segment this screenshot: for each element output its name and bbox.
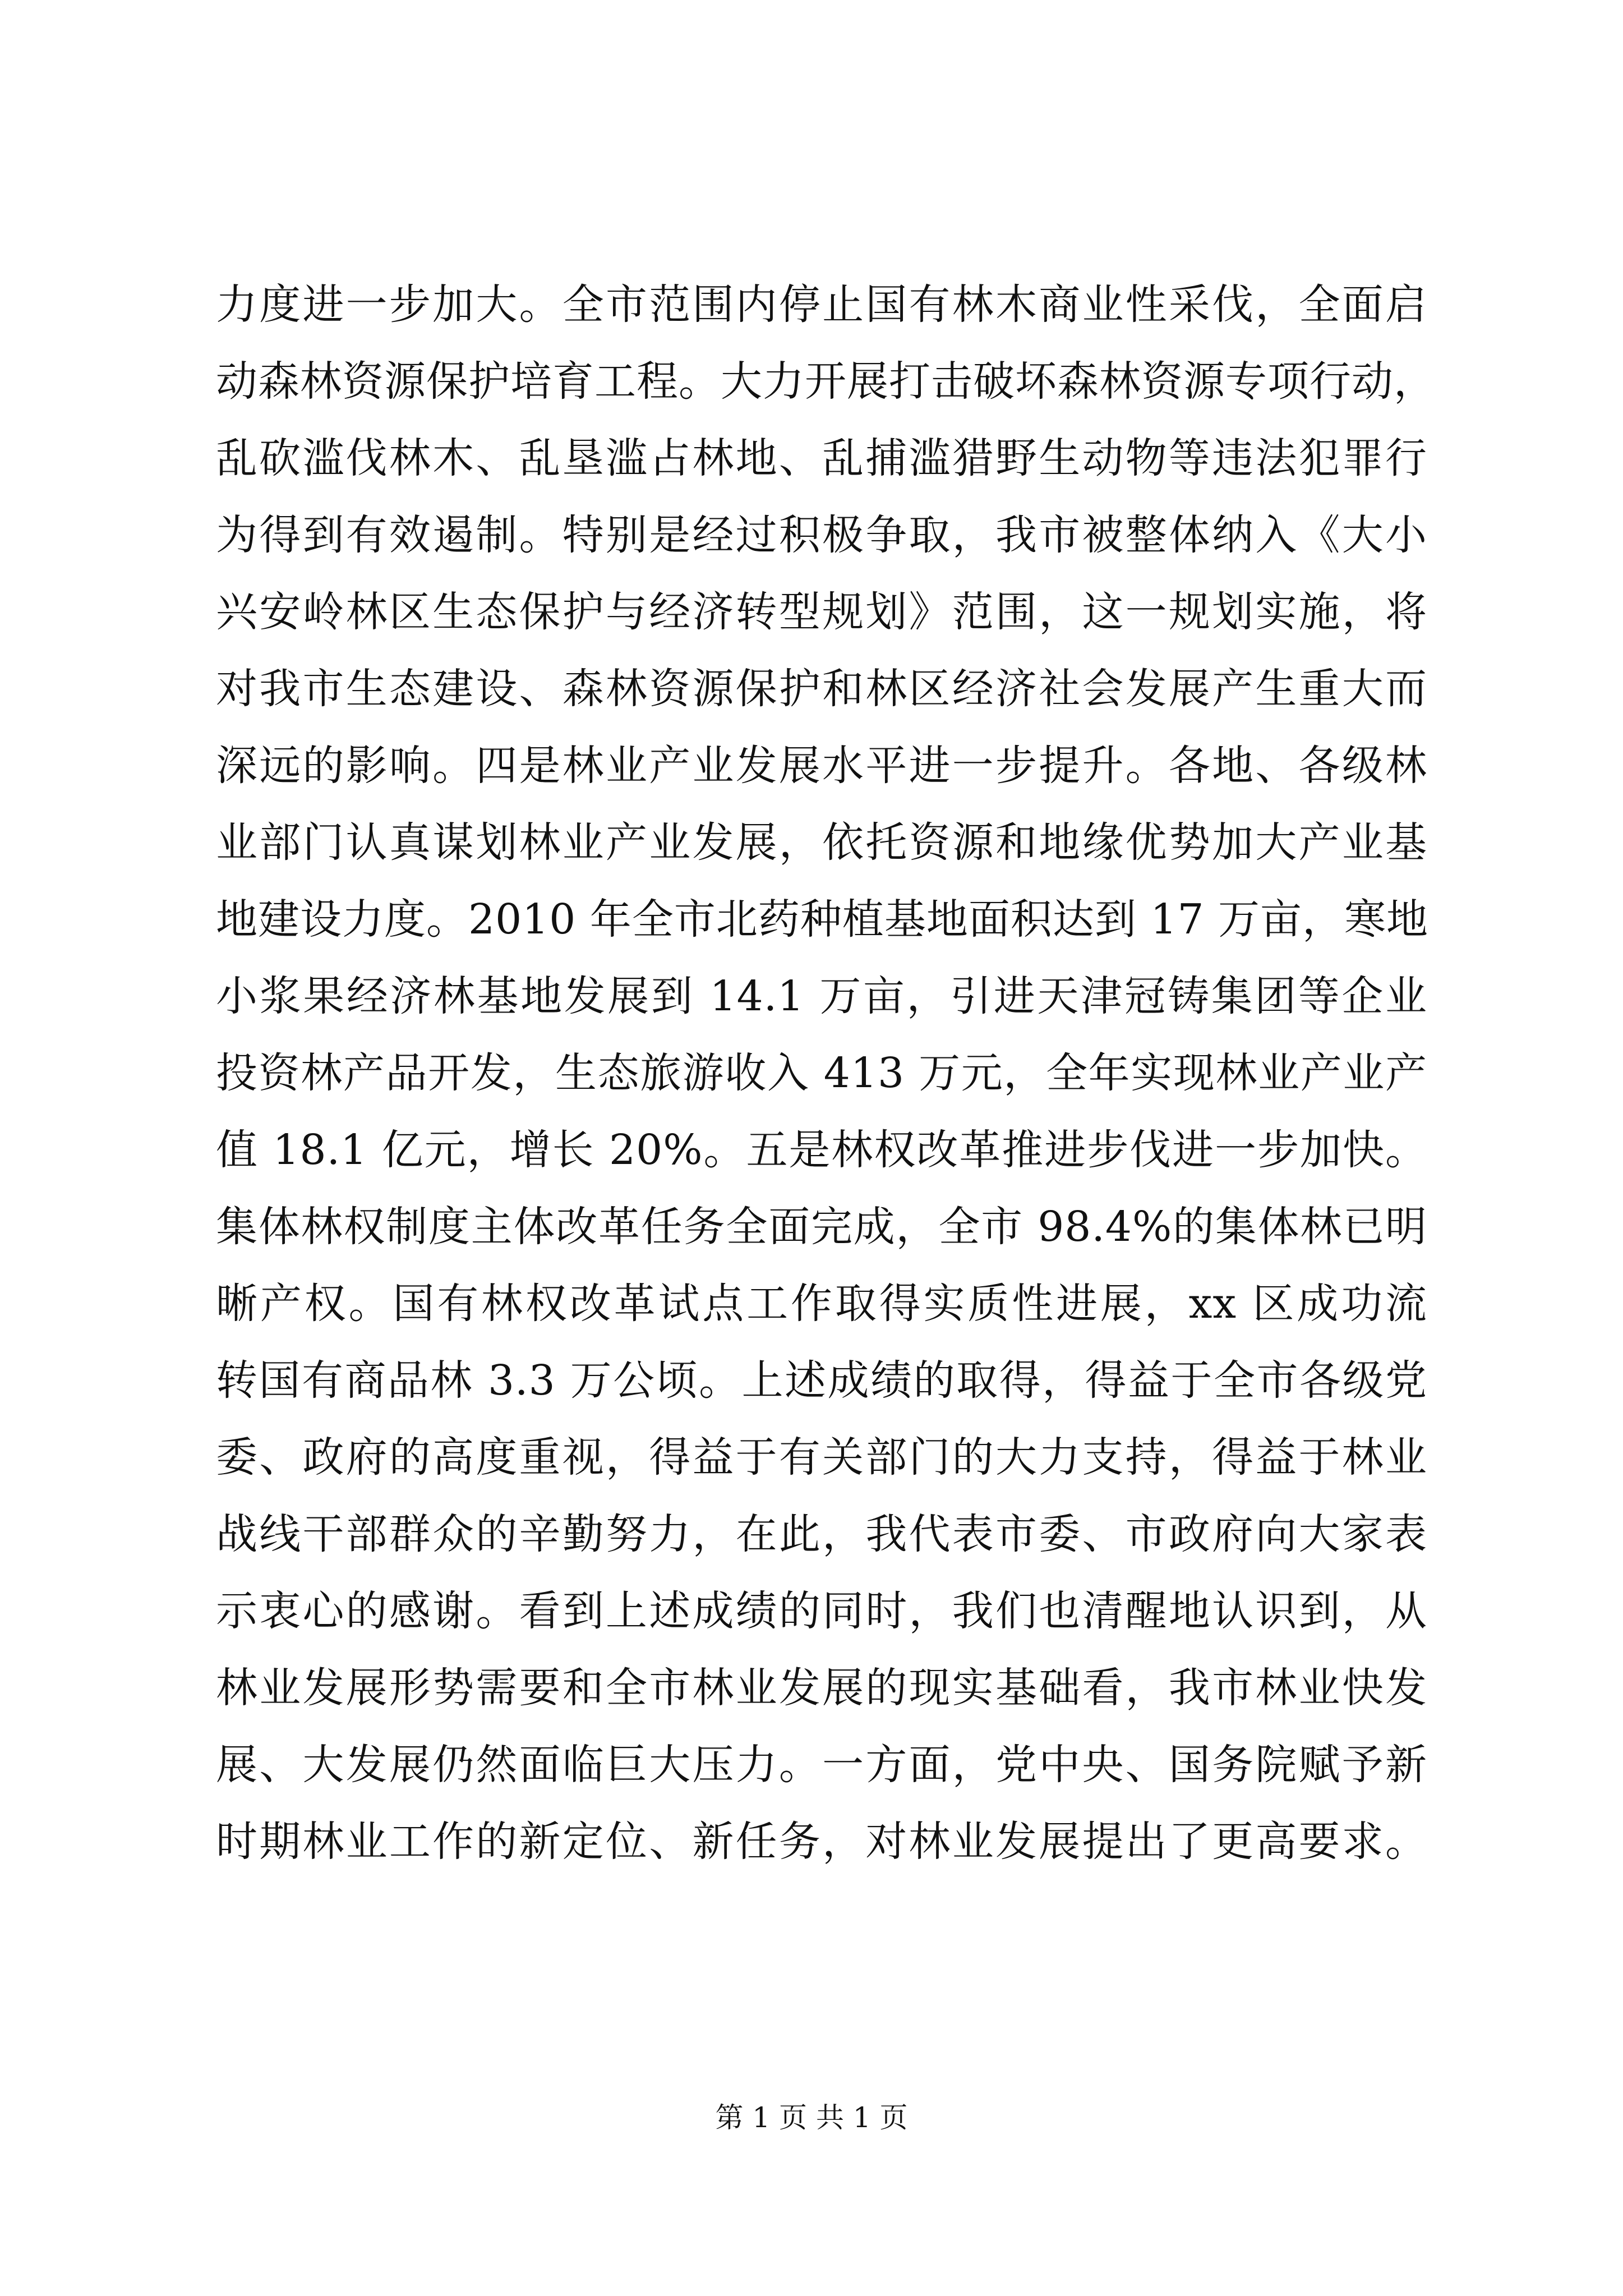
text-line-17: 战线干部群众的辛勤努力，在此，我代表市委、市政府向大家表 (216, 1510, 1427, 1558)
text-line-2: 动森林资源保护培育工程。大力开展打击破坏森林资源专项行动， (216, 357, 1436, 406)
text-line-4: 为得到有效遏制。特别是经过积极争取，我市被整体纳入《大小 (216, 511, 1427, 559)
text-line-9: 地建设力度。2010 年全市北药种植基地面积达到 17 万亩，寒地 (216, 895, 1429, 944)
text-line-19: 林业发展形势需要和全市林业发展的现实基础看，我市林业快发 (216, 1664, 1427, 1712)
page-footer (0, 2098, 1623, 2137)
text-line-1: 力度进一步加大。全市范围内停止国有林木商业性采伐，全面启 (216, 280, 1427, 329)
text-line-16: 委、政府的高度重视，得益于有关部门的大力支持，得益于林业 (216, 1433, 1427, 1481)
text-line-18: 示衷心的感谢。看到上述成绩的同时，我们也清醒地认识到，从 (216, 1587, 1427, 1635)
body-text (216, 266, 1436, 1880)
text-line-10: 小浆果经济林基地发展到 14.1 万亩，引进天津冠铸集团等企业 (216, 972, 1427, 1020)
text-line-14: 晰产权。国有林权改革试点工作取得实质性进展，xx 区成功流 (216, 1280, 1427, 1328)
text-line-6: 对我市生态建设、森林资源保护和林区经济社会发展产生重大而 (216, 665, 1427, 713)
text-line-20: 展、大发展仍然面临巨大压力。一方面，党中央、国务院赋予新 (216, 1741, 1427, 1789)
text-line-11: 投资林产品开发，生态旅游收入 413 万元，全年实现林业产业产 (216, 1049, 1427, 1097)
text-line-12: 值 18.1 亿元，增长 20%。五是林权改革推进步伐进一步加快。 (216, 1126, 1427, 1174)
text-line-3: 乱砍滥伐林木、乱垦滥占林地、乱捕滥猎野生动物等违法犯罪行 (216, 434, 1427, 482)
text-line-13: 集体林权制度主体改革任务全面完成，全市 98.4%的集体林已明 (216, 1203, 1427, 1251)
text-line-5: 兴安岭林区生态保护与经济转型规划》范围，这一规划实施，将 (216, 588, 1427, 636)
text-line-21: 时期林业工作的新定位、新任务，对林业发展提出了更高要求。 (216, 1818, 1427, 1866)
page-number-label: 第 1 页 共 1 页 (715, 2101, 908, 2134)
text-line-15: 转国有商品林 3.3 万公顷。上述成绩的取得，得益于全市各级党 (216, 1356, 1427, 1405)
text-line-8: 业部门认真谋划林业产业发展，依托资源和地缘优势加大产业基 (216, 818, 1427, 867)
text-line-7: 深远的影响。四是林业产业发展水平进一步提升。各地、各级林 (216, 742, 1427, 790)
